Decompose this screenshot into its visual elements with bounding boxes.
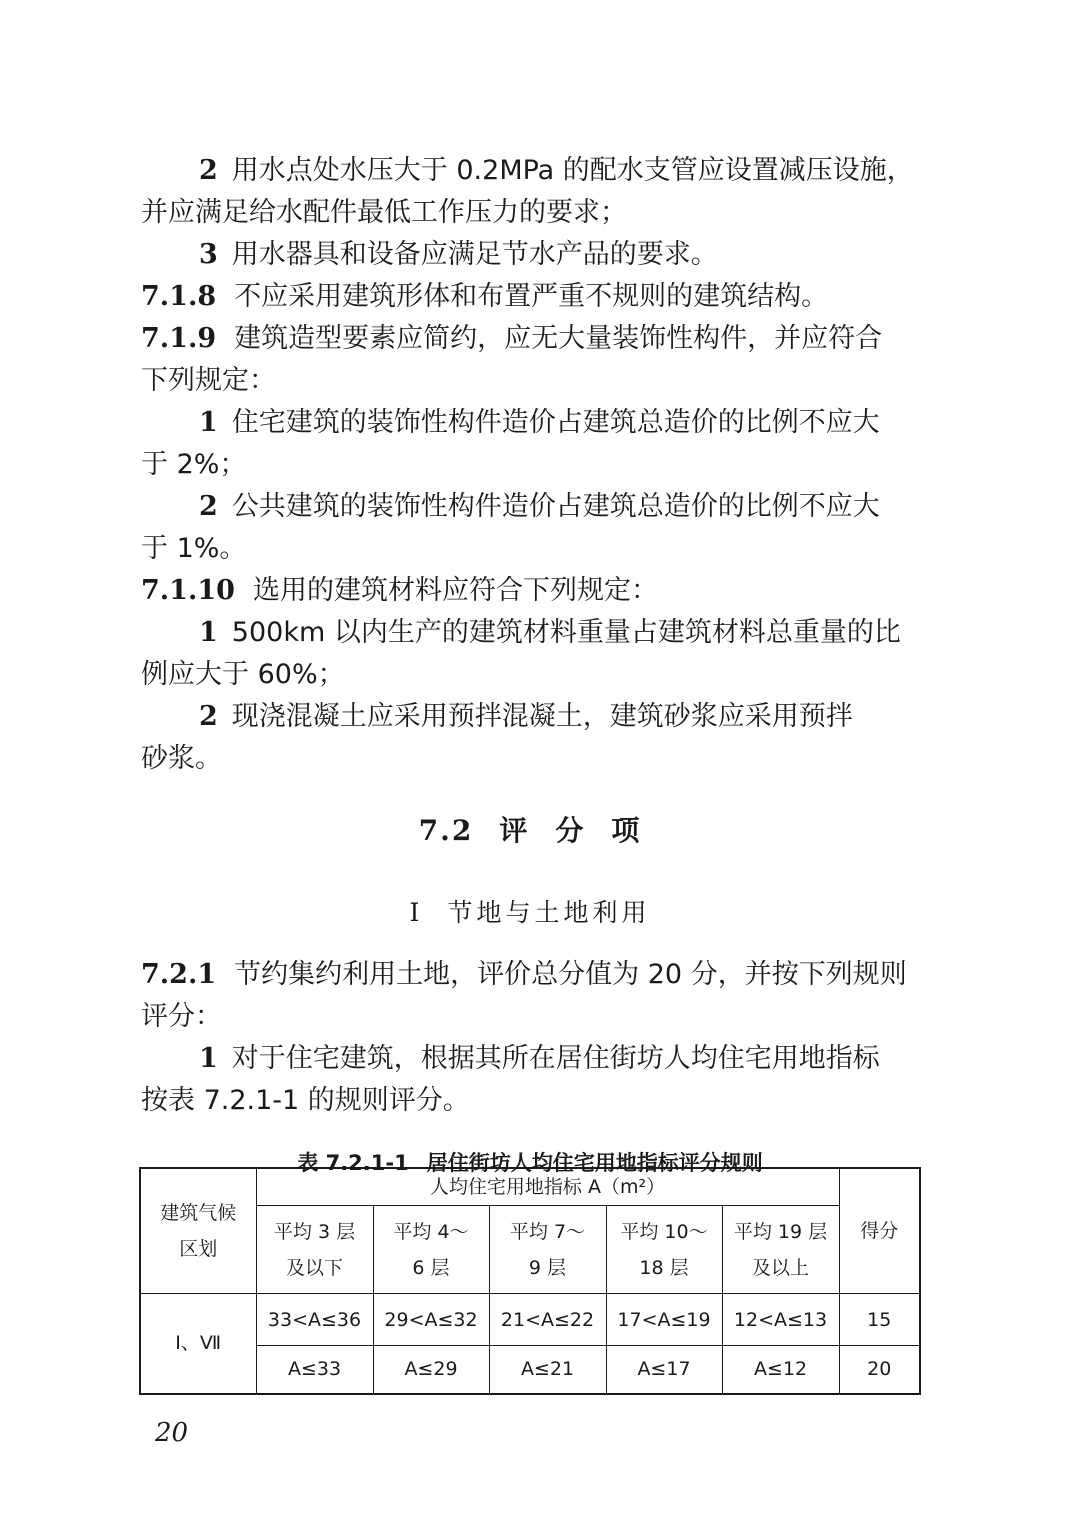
- sub-header: 平均 3 层 及以下: [256, 1206, 373, 1294]
- item-number: 2: [199, 491, 218, 522]
- item-text: 对于住宅建筑，根据其所在居住街坊人均住宅用地指标: [231, 1043, 880, 1074]
- paragraph-line: [141, 234, 919, 276]
- table-row: [140, 1346, 920, 1394]
- item-text: 现浇混凝土应采用预拌混凝土，建筑砂浆应采用预拌: [231, 701, 853, 732]
- item-text-cont: 并应满足给水配件最低工作压力的要求；: [141, 197, 627, 228]
- section-title-char: 评: [499, 814, 530, 847]
- sub-header: 平均 4～ 6 层: [373, 1206, 489, 1294]
- clause-text: 不应采用建筑形体和布置严重不规则的建筑结构。: [234, 281, 829, 312]
- clause-number: 7.1.10: [141, 575, 235, 606]
- section-heading: [141, 810, 919, 852]
- clause-text: 选用的建筑材料应符合下列规定：: [252, 575, 658, 606]
- header-climate-zone: 建筑气候 区划: [140, 1168, 256, 1294]
- item-number: 2: [199, 701, 218, 732]
- clause-text: 建筑造型要素应简约，应无大量装饰性构件，并应符合: [234, 323, 883, 354]
- paragraph-line: [141, 1038, 919, 1080]
- item-number: 3: [199, 239, 218, 270]
- sub-header: 平均 10～ 18 层: [606, 1206, 722, 1294]
- subsection-title: 节地与土地利用: [447, 898, 651, 927]
- item-text-cont: 于 1%。: [141, 533, 247, 564]
- item-number: 1: [199, 407, 218, 438]
- item-text-cont: 例应大于 60%；: [141, 659, 345, 690]
- table-caption-number: 表 7.2.1-1: [297, 1151, 409, 1175]
- table-cell: A≤12: [722, 1346, 839, 1394]
- subsection-numeral: Ⅰ: [409, 898, 424, 927]
- item-number: 1: [199, 617, 218, 648]
- clause-text-cont: 评分：: [141, 1001, 222, 1032]
- paragraph-line: [141, 528, 919, 570]
- clause-line: [141, 996, 919, 1038]
- table-cell: A≤21: [489, 1346, 606, 1394]
- paragraph-line: [141, 402, 919, 444]
- item-text: 用水点处水压大于 0.2MPa 的配水支管应设置减压设施，: [231, 155, 914, 186]
- score-cell: 20: [839, 1346, 920, 1394]
- paragraph-line: [141, 654, 919, 696]
- item-text: 500km 以内生产的建筑材料重量占建筑材料总重量的比: [231, 617, 901, 648]
- paragraph-line: [141, 486, 919, 528]
- item-text-cont: 于 2%；: [141, 449, 247, 480]
- table-cell: A≤33: [256, 1346, 373, 1394]
- paragraph-line: [141, 192, 919, 234]
- header-land-index: 人均住宅用地指标 A（m²）: [256, 1168, 839, 1206]
- page-number: 20: [155, 1418, 189, 1448]
- clause-number: 7.1.8: [141, 281, 217, 312]
- score-cell: 15: [839, 1294, 920, 1346]
- paragraph-line: [141, 444, 919, 486]
- item-text-cont: 砂浆。: [141, 743, 222, 774]
- paragraph-line: [141, 612, 919, 654]
- document-body: [141, 150, 919, 1178]
- table-row: [140, 1294, 920, 1346]
- paragraph-line: [141, 1080, 919, 1122]
- sub-header: 平均 19 层 及以上: [722, 1206, 839, 1294]
- table-cell: 33<A≤36: [256, 1294, 373, 1346]
- clause-line: [141, 318, 919, 360]
- clause-number: 7.2.1: [141, 959, 217, 990]
- table-cell: A≤17: [606, 1346, 722, 1394]
- sub-header: 平均 7～ 9 层: [489, 1206, 606, 1294]
- item-text: 用水器具和设备应满足节水产品的要求。: [231, 239, 718, 270]
- item-number: 1: [199, 1043, 218, 1074]
- section-title-char: 分: [555, 814, 586, 847]
- scoring-rules-table: [139, 1167, 921, 1395]
- subsection-heading: [141, 892, 919, 934]
- section-number: 7.2: [418, 814, 474, 847]
- table-cell: 29<A≤32: [373, 1294, 489, 1346]
- clause-line: [141, 276, 919, 318]
- item-text: 公共建筑的装饰性构件造价占建筑总造价的比例不应大: [231, 491, 880, 522]
- clause-number: 7.1.9: [141, 323, 217, 354]
- clause-line: [141, 570, 919, 612]
- clause-text: 节约集约利用土地，评价总分值为 20 分，并按下列规则: [234, 959, 907, 990]
- item-number: 2: [199, 155, 218, 186]
- zone-cell: Ⅰ、Ⅶ: [140, 1294, 256, 1394]
- table-cell: 21<A≤22: [489, 1294, 606, 1346]
- clause-text-cont: 下列规定：: [141, 365, 276, 396]
- clause-line: [141, 954, 919, 996]
- item-text-cont: 按表 7.2.1-1 的规则评分。: [141, 1085, 470, 1116]
- header-score: 得分: [839, 1168, 920, 1294]
- table-caption-title: 居住街坊人均住宅用地指标评分规则: [426, 1151, 763, 1175]
- item-text: 住宅建筑的装饰性构件造价占建筑总造价的比例不应大: [231, 407, 880, 438]
- table-cell: 17<A≤19: [606, 1294, 722, 1346]
- clause-line: [141, 360, 919, 402]
- paragraph-line: [141, 696, 919, 738]
- paragraph-line: [141, 738, 919, 780]
- table-cell: A≤29: [373, 1346, 489, 1394]
- paragraph-line: [141, 150, 919, 192]
- section-title-char: 项: [611, 814, 642, 847]
- table-cell: 12<A≤13: [722, 1294, 839, 1346]
